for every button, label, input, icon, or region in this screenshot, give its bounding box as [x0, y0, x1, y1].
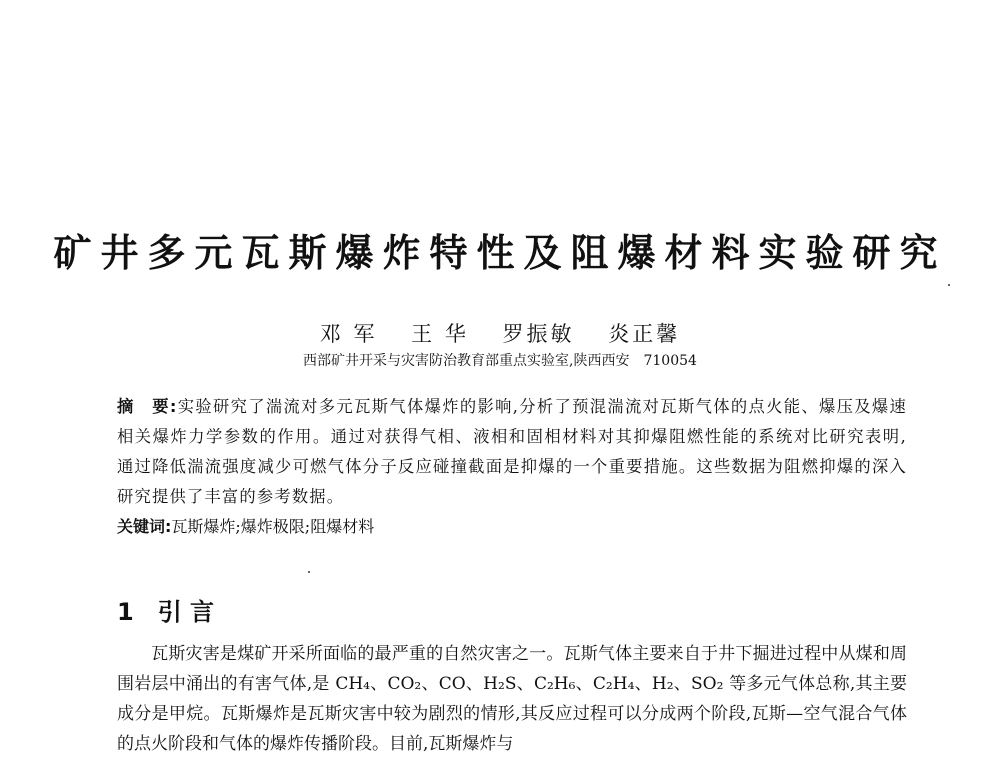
affiliation: 西部矿井开采与灾害防治教育部重点实验室,陕西西安 710054 [303, 353, 697, 369]
body-paragraph [117, 639, 907, 759]
abstract [117, 392, 907, 512]
author-name: 王 华 [411, 322, 469, 346]
author-name: 炎正馨 [608, 322, 681, 346]
keywords-text: 瓦斯爆炸;爆炸极限;阻爆材料 [171, 517, 375, 536]
abstract-text: 实验研究了湍流对多元瓦斯气体爆炸的影响,分析了预混湍流对瓦斯气体的点火能、爆压及爆速相关爆炸力学参数的作用。通过对获得气相、液相和固相材料对其抑爆阻燃性能的系统对比研究表明,通过降低湍流强度减少可燃气体分子反应碰撞截面是抑爆的一个重要措施。这些数据为阻燃抑爆的深入研究提供了丰富的参考数据。 [117, 397, 907, 506]
section-heading [117, 592, 214, 627]
keywords-label: 关键词: [117, 517, 172, 536]
author-name: 邓 军 [319, 322, 378, 346]
scan-speck [308, 571, 310, 573]
section-number: 1 [117, 598, 134, 626]
author-list [0, 318, 1000, 348]
paper-title: 矿井多元瓦斯爆炸特性及阻爆材料实验研究 [53, 231, 947, 275]
keywords [117, 514, 374, 537]
section-title: 引 言 [157, 598, 215, 626]
body-text: 瓦斯灾害是煤矿开采所面临的最严重的自然灾害之一。瓦斯气体主要来自于井下掘进过程中从煤和周围岩层中涌出的有害气体,是 CH₄、CO₂、CO、H₂S、C₂H₆、C₂H₄、H₂、SO₂ 等多元气体总称,其主要成分是甲烷。瓦斯爆炸是瓦斯灾害中较为剧烈的情形,其反应过程可以分成两个阶段,瓦斯—空气混合气体的点火阶段和气体的爆炸传播阶段。目前,瓦斯爆炸与 [117, 644, 907, 754]
abstract-label: 摘 要: [117, 397, 178, 416]
scan-speck [948, 284, 950, 286]
author-name: 罗振敏 [502, 322, 575, 346]
